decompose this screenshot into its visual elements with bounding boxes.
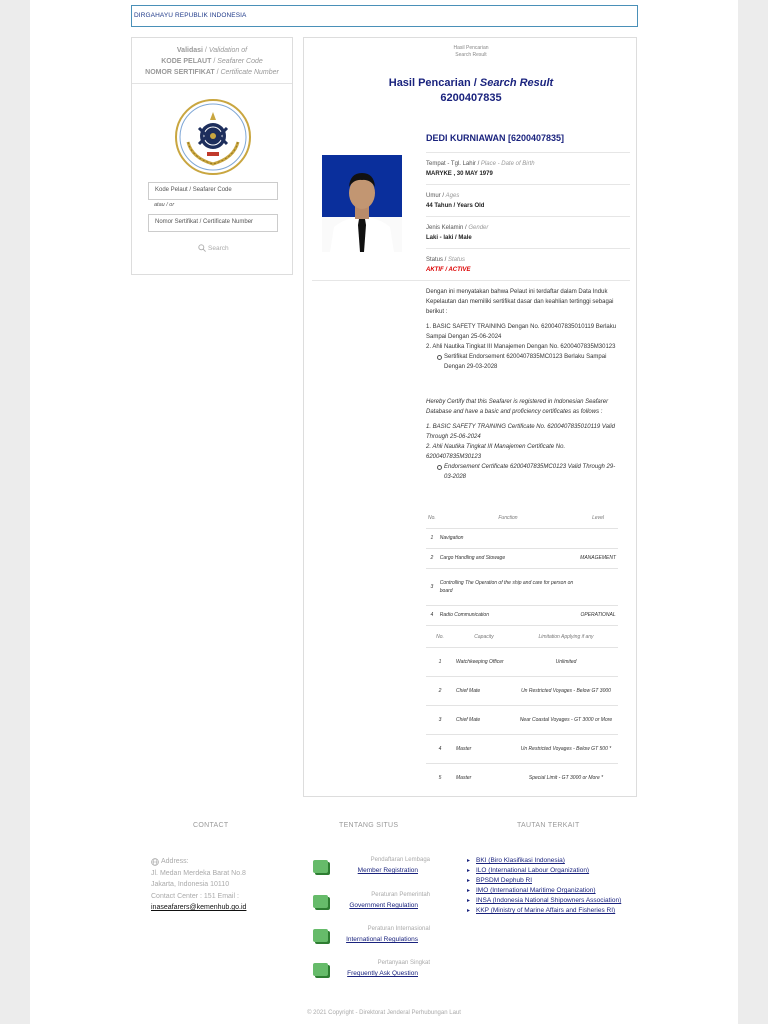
validation-line3-en: Certificate Number <box>220 69 279 76</box>
gender-field <box>426 223 488 243</box>
birth-value: MARYKE , 30 MAY 1979 <box>426 171 493 177</box>
site-link-small: Pertanyaan Singkat <box>377 960 430 966</box>
cert1-en: 1. BASIC SAFETY TRAINING Certificate No. 6200407835010119 Valid Through 25-06-2024 <box>426 424 615 440</box>
capacity-header-limitation: Limitation Applying if any <box>514 626 618 648</box>
certificate-number-input[interactable]: Nomor Sertifikat / Certificate Number <box>148 214 278 232</box>
function-table <box>426 508 618 625</box>
cell: MANAGEMENT <box>578 548 618 568</box>
age-label-en: Ages <box>445 193 460 199</box>
cell: 4 <box>426 735 454 764</box>
link-kkp[interactable]: KKP (Ministry of Marine Affairs and Fisheries RI) <box>476 907 616 914</box>
gender-value: Laki - laki / Male <box>426 235 472 241</box>
cell: 3 <box>426 706 454 735</box>
link-bki[interactable]: BKI (Biro Klasifikasi Indonesia) <box>476 857 565 864</box>
cell: 5 <box>426 764 454 793</box>
statement-id-text: Dengan ini menyatakan bahwa Pelaut ini terdaftar dalam Data Induk Kepelautan dan memiliki sertifikat dasar dan keahlian tertinggi sebagai berikut : <box>426 289 614 315</box>
cell: Navigation <box>438 528 578 548</box>
cell <box>578 568 618 605</box>
cell: Near Coastal Voyages - GT 3000 or More <box>514 706 618 735</box>
divider <box>312 280 630 281</box>
related-links <box>466 856 636 916</box>
cell: Master <box>454 735 514 764</box>
search-label: Search <box>208 244 229 252</box>
table-row <box>426 648 618 677</box>
cert2-sub-id: Sertifikat Endorsement 6200407835MC0123 Berlaku Sampai Dengan 29-03-2028 <box>434 352 621 372</box>
table-row <box>426 735 618 764</box>
cell: Master <box>454 764 514 793</box>
table-row <box>426 568 618 605</box>
validation-line2-id: KODE PELAUT <box>161 58 212 65</box>
cell: Special Limit - GT 3000 or More * <box>514 764 618 793</box>
search-result-panel <box>303 37 637 797</box>
address-line1: Jl. Medan Merdeka Barat No.8 <box>151 869 246 877</box>
site-link-small: Peraturan Internasional <box>367 926 430 932</box>
age-field <box>426 191 484 211</box>
site-link-government[interactable] <box>312 892 432 918</box>
cell <box>578 528 618 548</box>
cert2-en: 2. Ahli Nautika Tingkat III Manajemen Certificate No. 6200407835M30123 <box>426 444 566 460</box>
globe-icon <box>151 858 159 866</box>
cell: 4 <box>426 605 438 625</box>
cert2-sub-en: Endorsement Certificate 6200407835MC0123 Valid Through 29-03-2028 <box>444 464 616 480</box>
slash: / <box>211 58 218 65</box>
cell: 2 <box>426 677 454 706</box>
gender-label: Jenis Kelamin / <box>426 225 469 231</box>
capacity-header-no: No. <box>426 626 454 648</box>
cert2-id: 2. Ahli Nautika Tingkat III Manajemen Dengan No. 6200407835M30123 <box>426 344 616 350</box>
validation-line2-en: Seafarer Code <box>217 58 263 65</box>
link-imo[interactable]: IMO (International Maritime Organization) <box>476 887 596 894</box>
member-registration-link[interactable]: Member Registration <box>357 867 418 874</box>
cell: OPERATIONAL <box>578 605 618 625</box>
cell: Cargo Handling and Stowage <box>438 548 578 568</box>
cert1-id: 1. BASIC SAFETY TRAINING Dengan No. 6200407835010119 Berlaku Sampai Dengan 25-06-2024 <box>426 324 617 340</box>
breadcrumb <box>304 45 638 59</box>
title-en: Search Result <box>479 77 554 89</box>
address-label: Address: <box>161 858 189 865</box>
contact-block <box>151 856 246 914</box>
age-value: 44 Tahun / Years Old <box>426 203 485 209</box>
or-label: atau / or <box>154 202 175 208</box>
cell: Chief Mate <box>454 706 514 735</box>
site-link-international[interactable] <box>312 926 432 952</box>
seafarer-code-input[interactable]: Kode Pelaut / Seafarer Code <box>148 182 278 200</box>
table-row <box>426 677 618 706</box>
function-header-no: No. <box>428 514 436 521</box>
link-insa[interactable]: INSA (Indonesia National Shipowners Association) <box>476 897 622 904</box>
status-badge: AKTIF / ACTIVE <box>426 267 471 273</box>
international-regulations-link[interactable]: International Regulations <box>346 936 418 943</box>
cell: 1 <box>426 528 438 548</box>
validation-header <box>132 38 292 84</box>
site-link-member[interactable] <box>312 857 432 883</box>
table-row <box>426 548 618 568</box>
government-regulation-link[interactable]: Government Regulation <box>349 902 418 909</box>
seafarer-name: DEDI KURNIAWAN [6200407835] <box>426 133 565 143</box>
search-icon <box>198 244 206 252</box>
cell: Un Restricted Voyages - Below GT 3000 <box>514 677 618 706</box>
divider <box>426 216 630 217</box>
status-label-en: Status <box>448 257 466 263</box>
cell: Watchkeeping Officer <box>454 648 514 677</box>
links-title: TAUTAN TERKAIT <box>517 822 580 829</box>
top-banner: DIRGAHAYU REPUBLIK INDONESIA <box>131 5 638 27</box>
email-link[interactable]: inaseafarers@kemenhub.go.id <box>151 904 247 911</box>
table-row <box>426 764 618 793</box>
function-header-level: Level <box>592 514 605 521</box>
result-title <box>304 76 638 106</box>
link-bpsdm[interactable]: BPSDM Dephub RI <box>476 877 532 884</box>
slash: / <box>202 47 209 54</box>
about-title: TENTANG SITUS <box>339 822 399 829</box>
search-button[interactable] <box>198 244 229 252</box>
gender-label-en: Gender <box>468 225 489 231</box>
divider <box>426 248 630 249</box>
birth-label: Tempat - Tgl. Lahir / <box>426 161 481 167</box>
function-header-function: Function <box>498 514 518 521</box>
site-link-faq[interactable] <box>312 960 432 986</box>
address-line2: Jakarta, Indonesia 10110 <box>151 881 230 888</box>
validation-panel <box>131 37 293 275</box>
breadcrumb-line1: Hasil Pencarian <box>453 45 489 51</box>
link-ilo[interactable]: ILO (International Labour Organization) <box>476 867 590 874</box>
site-link-small: Pendaftaran Lembaga <box>370 857 430 863</box>
validation-line1-id: Validasi <box>176 47 203 54</box>
cell: Radio Communication <box>438 605 578 625</box>
birth-label-en: Place - Date of Birth <box>480 161 535 167</box>
status-field <box>426 255 470 275</box>
validation-line1-en: Validation of <box>208 47 248 54</box>
contact-title: CONTACT <box>193 822 229 829</box>
statement-en-text: Hereby Certify that this Seafarer is registered in Indonesian Seafarer Database and have a basic and proficiency certificates as follows : <box>426 399 609 415</box>
breadcrumb-line2: Search Result <box>455 52 487 58</box>
capacity-header-capacity: Capacity <box>454 626 514 648</box>
seafarer-photo <box>322 155 402 252</box>
birth-field <box>426 159 535 179</box>
cell: 3 <box>426 568 438 605</box>
divider <box>426 184 630 185</box>
status-label: Status / <box>426 257 449 263</box>
cell: Unlimited <box>514 648 618 677</box>
cell: Controlling The Operation of the ship and care for person on board <box>438 568 578 605</box>
faq-link[interactable]: Frequently Ask Question <box>347 970 418 977</box>
site-link-small: Peraturan Pemerintah <box>371 892 430 898</box>
table-row <box>426 528 618 548</box>
table-row <box>426 706 618 735</box>
cell: Chief Mate <box>454 677 514 706</box>
cell: Un Restricted Voyages - Below GT 500 * <box>514 735 618 764</box>
statement-en <box>426 397 621 482</box>
address-line3: Contact Center : 151 Email : <box>151 892 239 900</box>
cell: 2 <box>426 548 438 568</box>
cell: 1 <box>426 648 454 677</box>
validation-line3-id: NOMOR SERTIFIKAT <box>145 69 215 76</box>
title-id: Hasil Pencarian / <box>388 77 480 89</box>
capacity-table <box>426 625 618 793</box>
table-row <box>426 605 618 625</box>
age-label: Umur / <box>426 193 446 199</box>
slash: / <box>214 69 221 76</box>
statement-id <box>426 287 621 372</box>
ministry-seal-logo <box>174 98 252 176</box>
result-code: 6200407835 <box>440 92 502 104</box>
copyright: © 2021 Copyright - Direktorat Jenderal Perhubungan Laut <box>307 1010 461 1016</box>
divider <box>426 152 630 153</box>
